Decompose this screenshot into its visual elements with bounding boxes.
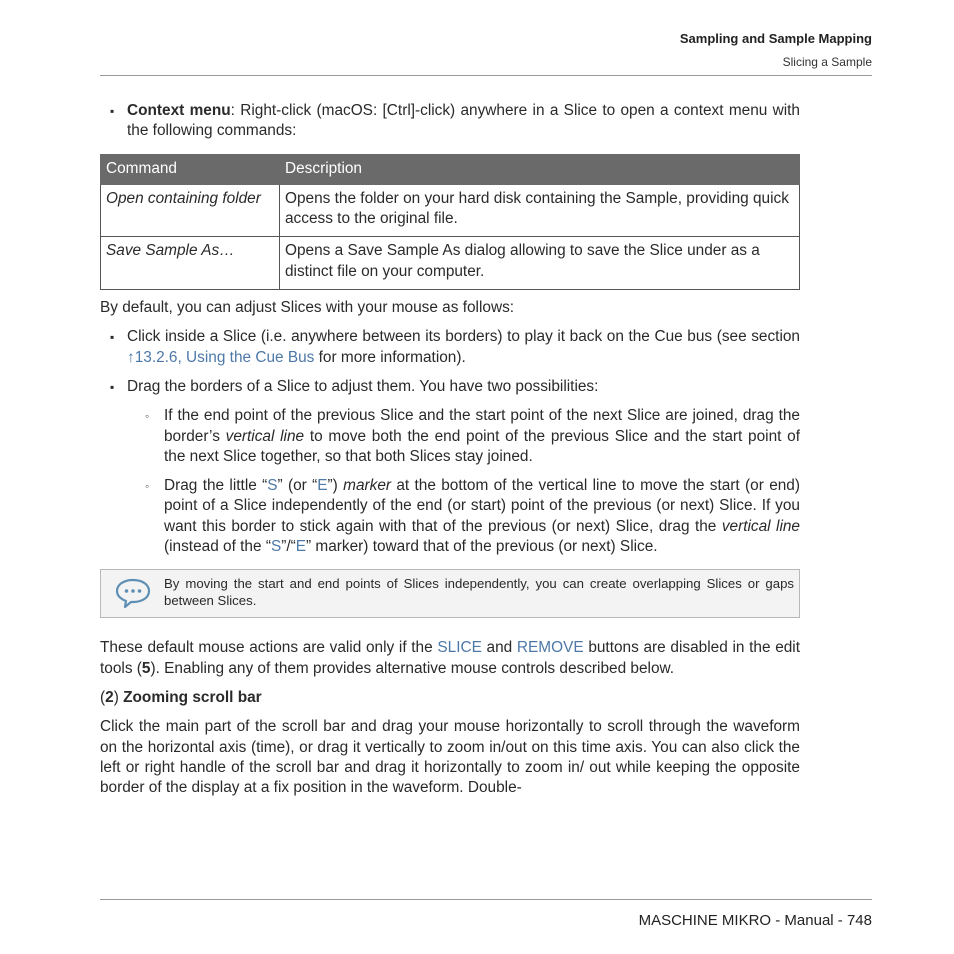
para-text: ). Enabling any of them provides alternative mouse controls described below. (150, 659, 675, 677)
table-row (101, 237, 800, 290)
bullet-text: Drag the borders of a Slice to adjust them. You have two possibilities: (127, 377, 599, 395)
note-text: By moving the start and end points of Slices independently, you can create overlapping Slices or gaps between Slices. (164, 576, 794, 609)
heading-paren: ( (100, 688, 106, 706)
para-text: buttons are disabled in the edit tools ( (100, 639, 801, 677)
slice-button-label: SLICE (437, 639, 482, 657)
sub-bullet-marker: ◦ (145, 479, 150, 494)
command-cell: Open containing folder (101, 184, 280, 237)
commands-table (100, 154, 800, 290)
context-menu-bullet (100, 101, 800, 142)
scroll-bar-paragraph: Click the main part of the scroll bar and drag your mouse horizontally to scroll through the waveform on the horizontal axis (time), or drag it vertically to zoom in/out on this time axis. You can also click the left or right handle of the scroll bar and drag it horizontally to zoom in/ out while keeping the opposite border of the display at a fix position in the waveform. Double- (100, 718, 800, 797)
sub-bullet-text: ”/“ (281, 538, 296, 556)
sub-bullet-text: at the bottom of the vertical line to move the start (or end) point of a Slice independently of the end (or start) point of the previous (or next) Slice. If you want this border to stick again with that of the previous (or next) Slice, drag the (164, 477, 800, 535)
e-marker-label: E (317, 477, 328, 495)
para-text: These default mouse actions are valid only if the (100, 639, 438, 657)
bullet-text: for more information). (314, 348, 466, 366)
para-text: and (481, 639, 517, 657)
sub-bullet-joined (100, 406, 800, 467)
chapter-title: Sampling and Sample Mapping (679, 31, 872, 46)
defaults-paragraph (100, 638, 800, 679)
heading-title: Zooming scroll bar (123, 688, 262, 706)
description-cell: Opens the folder on your hard disk containing the Sample, providing quick access to the original file. (280, 184, 800, 237)
description-cell: Opens a Save Sample As dialog allowing to save the Slice under as a distinct file on your computer. (280, 237, 800, 290)
sub-bullet-text: ”) (327, 477, 344, 495)
reference-number: 5 (141, 659, 151, 677)
sub-bullet-text: If the end point of the previous Slice and the start point of the next Slice are joined, drag the border’s (164, 407, 800, 445)
intro-paragraph: By default, you can adjust Slices with your mouse as follows: (100, 299, 515, 317)
column-header-command: Command (101, 154, 280, 184)
speech-bubble-icon (114, 577, 152, 609)
zoom-scrollbar-heading (100, 688, 800, 708)
sub-bullet-text: ” marker) toward that of the previous (or next) Slice. (306, 538, 658, 556)
page-body (100, 101, 800, 807)
cue-bus-link[interactable]: ↑13.2.6, Using the Cue Bus (127, 348, 315, 366)
sub-bullet-text: to move both the end point of the previous Slice and the start point of the next Slice together, so that both Slices stay joined. (164, 427, 800, 465)
drag-borders-bullet (100, 377, 800, 397)
page-footer: MASCHINE MIKRO - Manual - 748 (638, 912, 872, 929)
header-divider (100, 75, 872, 76)
emphasis: vertical line (225, 427, 305, 445)
context-menu-text: : Right-click (macOS: [Ctrl]-click) anywhere in a Slice to open a context menu with the following commands: (127, 102, 800, 140)
footer-divider (100, 899, 872, 900)
emphasis: marker (343, 477, 392, 495)
sub-bullet-text: Drag the little “ (164, 477, 268, 495)
s-marker-label: S (270, 538, 282, 556)
bullet-marker: ▪ (110, 104, 115, 118)
table-row (101, 184, 800, 237)
column-header-description: Description (280, 154, 800, 184)
table-header-row (101, 154, 800, 184)
tip-note (100, 569, 800, 618)
sub-bullet-text: (instead of the “ (164, 538, 271, 556)
bullet-marker: ▪ (110, 330, 115, 345)
section-title: Slicing a Sample (782, 55, 872, 69)
s-marker-label: S (267, 477, 278, 495)
bullet-marker: ▪ (110, 379, 115, 394)
context-menu-term: Context menu (127, 102, 231, 119)
heading-number: 2 (105, 688, 114, 706)
command-cell: Save Sample As… (101, 237, 280, 290)
sub-bullet-marker: ◦ (145, 409, 150, 424)
e-marker-label: E (295, 538, 307, 556)
bullet-text: Click inside a Slice (i.e. anywhere between its borders) to play it back on the Cue bus (see section (127, 328, 800, 346)
emphasis: vertical line (721, 517, 800, 535)
sub-bullet-text: ” (or “ (277, 477, 318, 495)
heading-paren: ) (113, 688, 124, 706)
click-slice-bullet (100, 327, 800, 368)
remove-button-label: REMOVE (516, 639, 584, 657)
sub-bullet-marker-drag (100, 476, 800, 557)
